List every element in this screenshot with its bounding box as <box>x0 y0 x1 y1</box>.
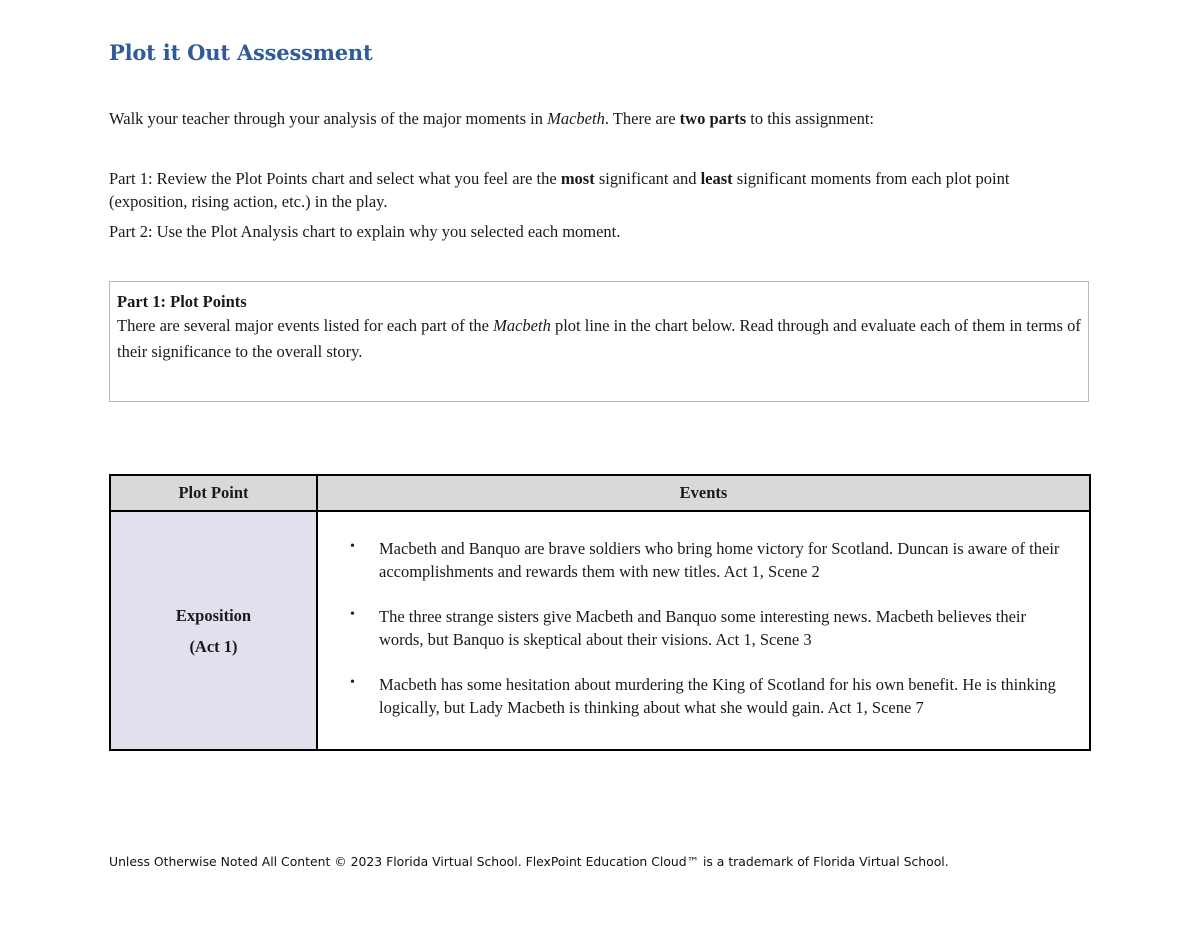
plot-point-name: Exposition <box>175 605 252 625</box>
part2-text: Use the Plot Analysis chart to explain why you selected each moment. <box>156 222 621 241</box>
plot-point-act: (Act 1) <box>189 636 238 656</box>
plot-points-heading: Part 1: Plot Points <box>117 292 247 311</box>
copyright-footer: Unless Otherwise Noted All Content © 2023 Florida Virtual School. FlexPoint Education Cloud™ is a trademark of Florida Virtual School. <box>109 854 949 869</box>
header-events: Events <box>317 475 1090 511</box>
plot-point-cell <box>110 511 317 750</box>
intro-paragraph <box>109 107 1084 130</box>
bullet-icon: • <box>350 607 355 622</box>
part2-instructions <box>109 220 1084 243</box>
part2-lead: Part 2: <box>109 222 157 241</box>
part1-text-c: significant moments from each plot point (exposition, rising action, etc.) in the play. <box>109 169 1010 211</box>
bullet-icon: • <box>350 675 355 690</box>
bullet-icon: • <box>350 539 355 554</box>
part1-text-a: Review the Plot Points chart and select what you feel are the <box>156 169 561 188</box>
list-item <box>350 674 1073 719</box>
intro-text-middle: . There are <box>604 109 680 128</box>
plot-points-text-before: There are several major events listed for each part of the <box>117 316 494 335</box>
plot-points-box <box>109 281 1089 402</box>
event-text: Macbeth has some hesitation about murdering the King of Scotland for his own benefit. He is thinking logically, but Lady Macbeth is thinking about what she would gain. Act 1, Scene 7 <box>379 675 1056 717</box>
intro-emphasis: two parts <box>679 109 747 128</box>
plot-points-play-title: Macbeth <box>493 316 551 335</box>
part1-least: least <box>700 169 733 188</box>
event-text: The three strange sisters give Macbeth and Banquo some interesting news. Macbeth believes their words, but Banquo is skeptical about their visions. Act 1, Scene 3 <box>379 607 1026 649</box>
part1-lead: Part 1: <box>109 169 157 188</box>
table-row <box>110 511 1090 750</box>
intro-text-before: Walk your teacher through your analysis of the major moments in <box>109 109 548 128</box>
header-plot-point: Plot Point <box>110 475 317 511</box>
events-list <box>318 538 1073 719</box>
list-item <box>350 538 1073 583</box>
plot-points-table <box>109 474 1091 751</box>
part1-instructions <box>109 167 1084 213</box>
list-item <box>350 606 1073 651</box>
table-header-row <box>110 475 1090 511</box>
page-title: Plot it Out Assessment <box>109 40 373 65</box>
part1-text-b: significant and <box>594 169 701 188</box>
events-cell <box>317 511 1090 750</box>
plot-points-text-after: plot line in the chart below. Read through and evaluate each of them in terms of their significance to the overall story. <box>117 316 1081 361</box>
event-text: Macbeth and Banquo are brave soldiers who bring home victory for Scotland. Duncan is aware of their accomplishments and rewards them with new titles. Act 1, Scene 2 <box>379 539 1060 581</box>
part1-most: most <box>560 169 595 188</box>
intro-text-after: to this assignment: <box>746 109 874 128</box>
intro-play-title: Macbeth <box>547 109 605 128</box>
